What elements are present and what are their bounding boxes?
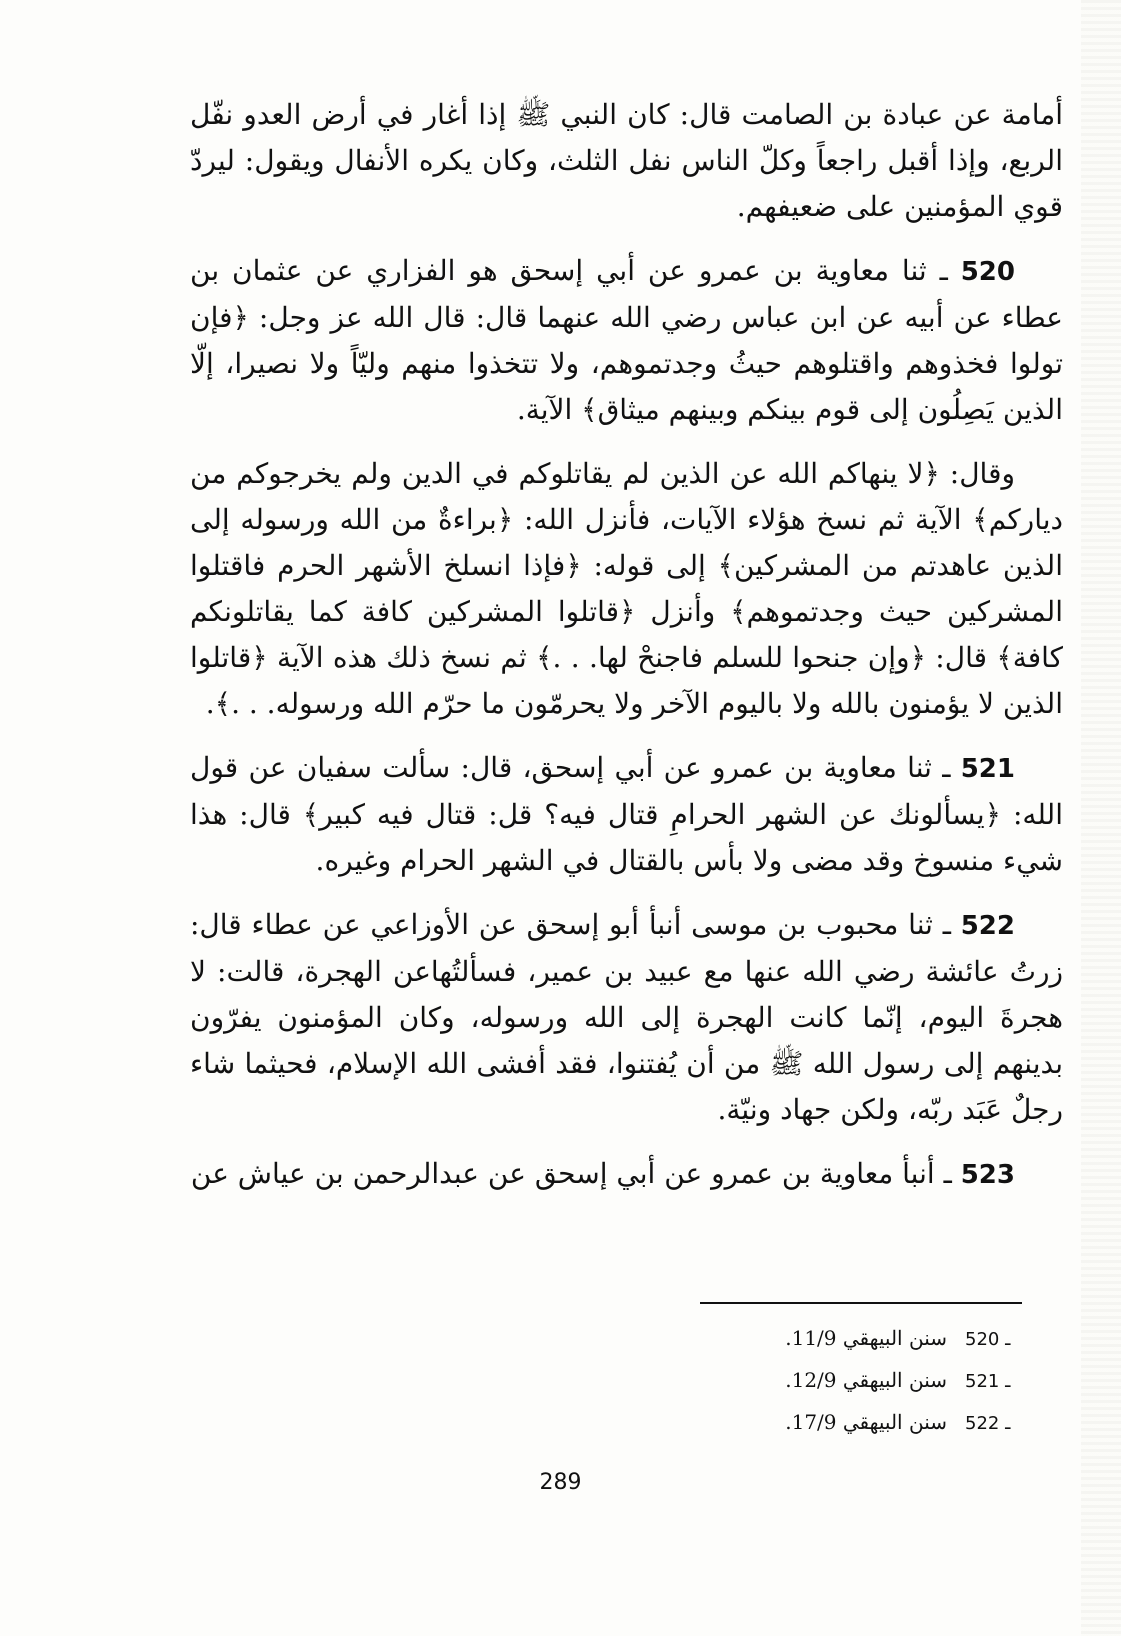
footnote-item <box>600 1318 1025 1360</box>
footnote-item <box>600 1360 1025 1402</box>
paragraph-521 <box>190 745 1063 884</box>
paragraph-text: ـ أنبأ معاوية بن عمرو عن أبي إسحق عن عبدالرحمن بن عياش عن <box>190 1157 952 1190</box>
footnote-divider <box>700 1302 1022 1304</box>
hadith-number: 521 <box>960 754 1015 784</box>
paragraph-522 <box>190 902 1063 1133</box>
paragraph-text: وقال: ﴿لا ينهاكم الله عن الذين لم يقاتلوكم في الدين ولم يخرجوكم من دياركم﴾ الآية ثم نسخ هؤلاء الآيات، فأنزل الله: ﴿براءةٌ من الله ورسوله إلى الذين عاهدتم من المشركين﴾ إلى قوله: ﴿فإذا انسلخ الأشهر الحرم فاقتلوا المشركين حيث وجدتموهم﴾ وأنزل ﴿قاتلوا المشركين كافة كما يقاتلونكم كافة﴾ قال: ﴿وإن جنحوا للسلم فاجنحْ لها. . .﴾ ثم نسخ ذلك هذه الآية ﴿قاتلوا الذين لا يؤمنون بالله ولا باليوم الآخر ولا يحرمّون ما حرّم الله ورسوله. . .﴾. <box>190 457 1063 720</box>
footnote-number: 522 ـ <box>965 1413 1011 1434</box>
footnote-number: 520 ـ <box>965 1329 1011 1350</box>
page-edge-texture <box>1081 0 1121 1636</box>
paragraph-523 <box>190 1151 1063 1198</box>
footnote-text: سنن البيهقي 17/9. <box>785 1410 947 1434</box>
footnote-text: سنن البيهقي 12/9. <box>785 1368 947 1392</box>
hadith-number: 520 <box>960 257 1015 287</box>
paragraph-text: أمامة عن عبادة بن الصامت قال: كان النبي ﷺ إذا أغار في أرض العدو نفّل الربع، وإذا أقبل راجعاً وكلّ الناس نفل الثلث، وكان يكره الأنفال ويقول: ليردّ قوي المؤمنين على ضعيفهم. <box>190 98 1063 223</box>
main-text <box>190 92 1063 1216</box>
paragraph-text: ـ ثنا معاوية بن عمرو عن أبي إسحق، قال: سألت سفيان عن قول الله: ﴿يسألونك عن الشهر الحرامِ قتال فيه؟ قل: قتال فيه كبير﴾ قال: هذا شيء منسوخ وقد مضى ولا بأس بالقتال في الشهر الحرام وغيره. <box>190 751 1063 877</box>
paragraph-520 <box>190 248 1063 433</box>
footnote-item <box>600 1402 1025 1444</box>
page-number: 289 <box>539 1470 582 1495</box>
paragraph-text: ـ ثنا محبوب بن موسى أنبأ أبو إسحق عن الأوزاعي عن عطاء قال: زرتُ عائشة رضي الله عنها مع عبيد بن عمير، فسألتُهاعن الهجرة، قالت: لا هجرةَ اليوم، إنّما كانت الهجرة إلى الله ورسوله، وكان المؤمنون يفرّون بدينهم إلى رسول الله ﷺ من أن يُفتنوا، فقد أفشى الله الإسلام، فحيثما شاء رجلٌ عَبَد ربّه، ولكن جهاد ونيّة. <box>190 908 1063 1126</box>
paragraph-text: ـ ثنا معاوية بن عمرو عن أبي إسحق هو الفزاري عن عثمان بن عطاء عن أبيه عن ابن عباس رضي الله عنهما قال: قال الله عز وجل: ﴿فإن تولوا فخذوهم واقتلوهم حيثُ وجدتموهم، ولا تتخذوا منهم وليّاً ولا نصيرا، إلّا الذين يَصِلُون إلى قوم بينكم وبينهم ميثاق﴾ الآية. <box>190 254 1063 426</box>
hadith-number: 522 <box>960 911 1015 941</box>
hadith-number: 523 <box>960 1160 1015 1190</box>
footnote-number: 521 ـ <box>965 1371 1011 1392</box>
footnote-text: سنن البيهقي 11/9. <box>785 1326 947 1350</box>
paragraph-quran-abrogation <box>190 451 1063 727</box>
footnotes <box>600 1318 1025 1444</box>
paragraph-continuation <box>190 92 1063 230</box>
